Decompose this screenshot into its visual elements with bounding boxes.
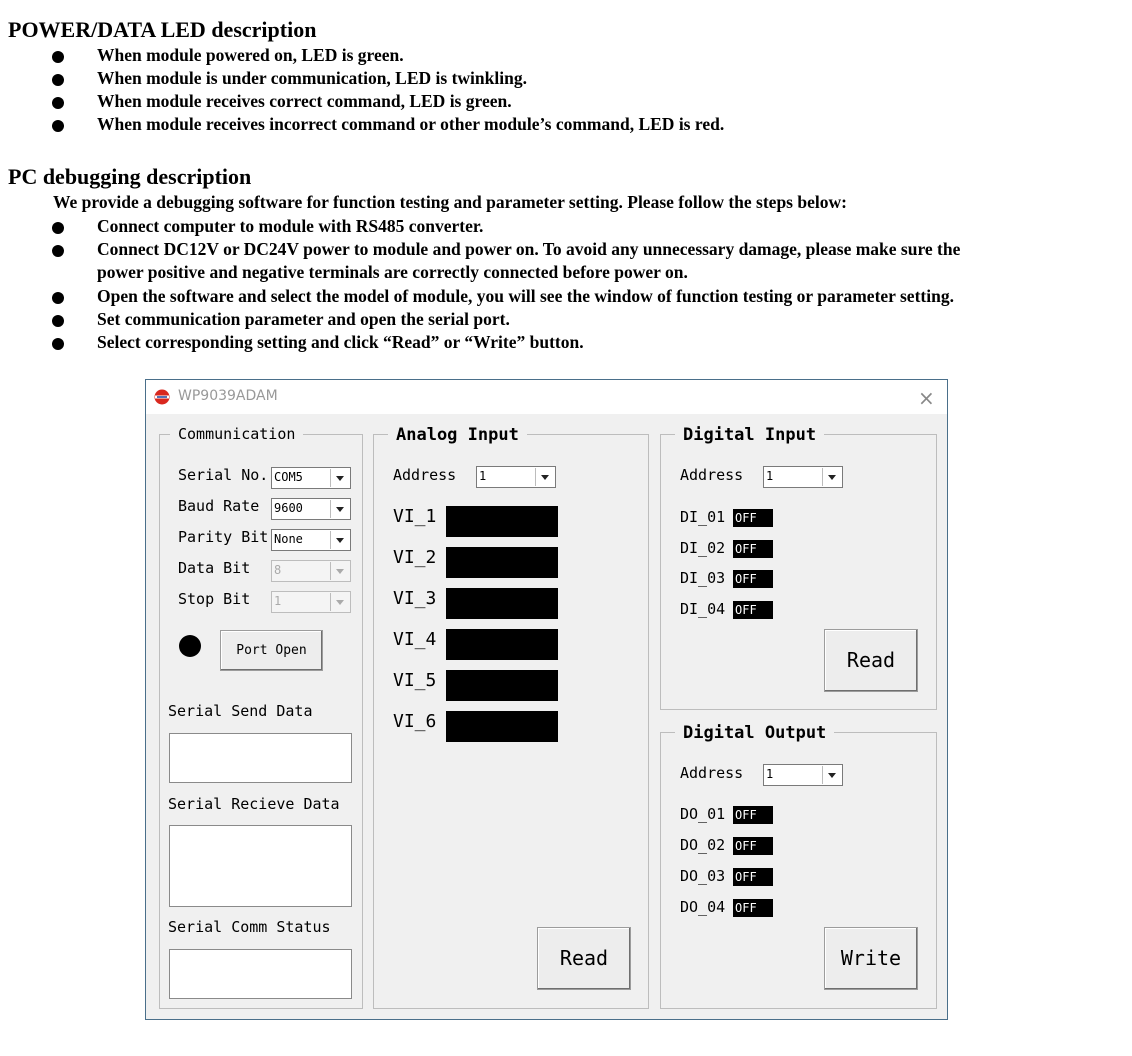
digital-output-title: Digital Output [675,723,834,743]
di-03-label: DI_03 [680,569,726,587]
window-title: WP9039ADAM [178,388,278,404]
vi-4-value-display [446,629,558,660]
vi-4-label: VI_4 [393,629,437,650]
serial-no-select[interactable] [271,467,351,489]
section-title-pc-debugging: PC debugging description [8,164,252,189]
digital-input-read-button[interactable]: Read [824,629,918,692]
led-item-3: When module receives correct command, LED is green. [97,91,512,111]
chevron-down-icon[interactable] [822,766,841,784]
chevron-down-icon[interactable] [330,593,349,611]
serial-no-value: COM5 [274,470,303,484]
step-item-4: Set communication parameter and open the serial port. [97,309,510,329]
serial-recieve-data-label: Serial Recieve Data [168,795,340,813]
data-bit-label: Data Bit [178,559,251,577]
stop-bit-label: Stop Bit [178,590,251,608]
bullet-icon [52,51,64,63]
bullet-icon [52,97,64,109]
close-icon[interactable]: × [918,386,935,410]
chevron-down-icon[interactable] [330,562,349,580]
step-item-5: Select corresponding setting and click “Read” or “Write” button. [97,332,584,352]
vi-3-value-display [446,588,558,619]
analog-address-value: 1 [479,469,487,483]
di-address-label: Address [680,466,744,484]
serial-send-data-label: Serial Send Data [168,702,313,720]
stop-bit-value: 1 [274,594,282,608]
di-01-state-badge: OFF [733,509,773,527]
data-bit-value: 8 [274,563,282,577]
do-03-label: DO_03 [680,867,726,885]
analog-address-label: Address [393,466,457,484]
chevron-down-icon[interactable] [330,469,349,487]
analog-read-button[interactable]: Read [537,927,631,990]
bullet-icon [52,245,64,257]
debugging-intro: We provide a debugging software for function testing and parameter setting. Please follow the steps below: [53,192,847,212]
port-open-button[interactable]: Port Open [220,630,323,671]
digital-input-title: Digital Input [675,425,824,445]
chevron-down-icon[interactable] [822,468,841,486]
baud-rate-label: Baud Rate [178,497,260,515]
chevron-down-icon[interactable] [330,531,349,549]
analog-address-select[interactable] [476,466,556,488]
step-item-2-cont: power positive and negative terminals are correctly connected before power on. [97,262,688,282]
stop-bit-select[interactable] [271,591,351,613]
app-window [145,379,948,1020]
baud-rate-select[interactable] [271,498,351,520]
bullet-icon [52,292,64,304]
data-bit-select[interactable] [271,560,351,582]
digital-output-write-button[interactable]: Write [824,927,918,990]
di-03-state-badge: OFF [733,570,773,588]
do-address-label: Address [680,764,744,782]
di-address-select[interactable] [763,466,843,488]
do-01-label: DO_01 [680,805,726,823]
di-04-label: DI_04 [680,600,726,618]
do-02-label: DO_02 [680,836,726,854]
serial-no-label: Serial No. [178,466,269,484]
di-02-label: DI_02 [680,539,726,557]
title-bar [146,380,947,414]
bullet-icon [52,315,64,327]
led-item-1: When module powered on, LED is green. [97,45,404,65]
parity-bit-label: Parity Bit [178,528,269,546]
step-item-1: Connect computer to module with RS485 converter. [97,216,484,236]
bullet-icon [52,74,64,86]
vi-1-value-display [446,506,558,537]
di-04-state-badge: OFF [733,601,773,619]
do-03-state-badge[interactable]: OFF [733,868,773,886]
section-title-led: POWER/DATA LED description [8,17,317,42]
port-status-led [179,635,201,657]
do-02-state-badge[interactable]: OFF [733,837,773,855]
parity-bit-select[interactable] [271,529,351,551]
bullet-icon [52,338,64,350]
bullet-icon [52,120,64,132]
chevron-down-icon[interactable] [330,500,349,518]
vi-5-value-display [446,670,558,701]
vi-1-label: VI_1 [393,506,437,527]
communication-title: Communication [170,425,303,443]
app-logo-icon [154,389,170,405]
analog-input-title: Analog Input [388,425,527,445]
do-01-state-badge[interactable]: OFF [733,806,773,824]
serial-send-data-field[interactable] [169,733,352,783]
do-04-label: DO_04 [680,898,726,916]
serial-comm-status-field[interactable] [169,949,352,999]
parity-bit-value: None [274,532,303,546]
do-04-state-badge[interactable]: OFF [733,899,773,917]
vi-2-label: VI_2 [393,547,437,568]
step-item-2: Connect DC12V or DC24V power to module and power on. To avoid any unnecessary damage, please make sure the [97,239,961,259]
do-address-value: 1 [766,767,774,781]
serial-recieve-data-field[interactable] [169,825,352,907]
chevron-down-icon[interactable] [535,468,554,486]
bullet-icon [52,222,64,234]
di-address-value: 1 [766,469,774,483]
vi-5-label: VI_5 [393,670,437,691]
do-address-select[interactable] [763,764,843,786]
serial-comm-status-label: Serial Comm Status [168,918,331,936]
led-item-2: When module is under communication, LED is twinkling. [97,68,527,88]
baud-rate-value: 9600 [274,501,303,515]
di-02-state-badge: OFF [733,540,773,558]
step-item-3: Open the software and select the model of module, you will see the window of function testing or parameter setting. [97,286,954,306]
vi-6-label: VI_6 [393,711,437,732]
led-item-4: When module receives incorrect command or other module’s command, LED is red. [97,114,725,134]
di-01-label: DI_01 [680,508,726,526]
vi-2-value-display [446,547,558,578]
vi-3-label: VI_3 [393,588,437,609]
vi-6-value-display [446,711,558,742]
